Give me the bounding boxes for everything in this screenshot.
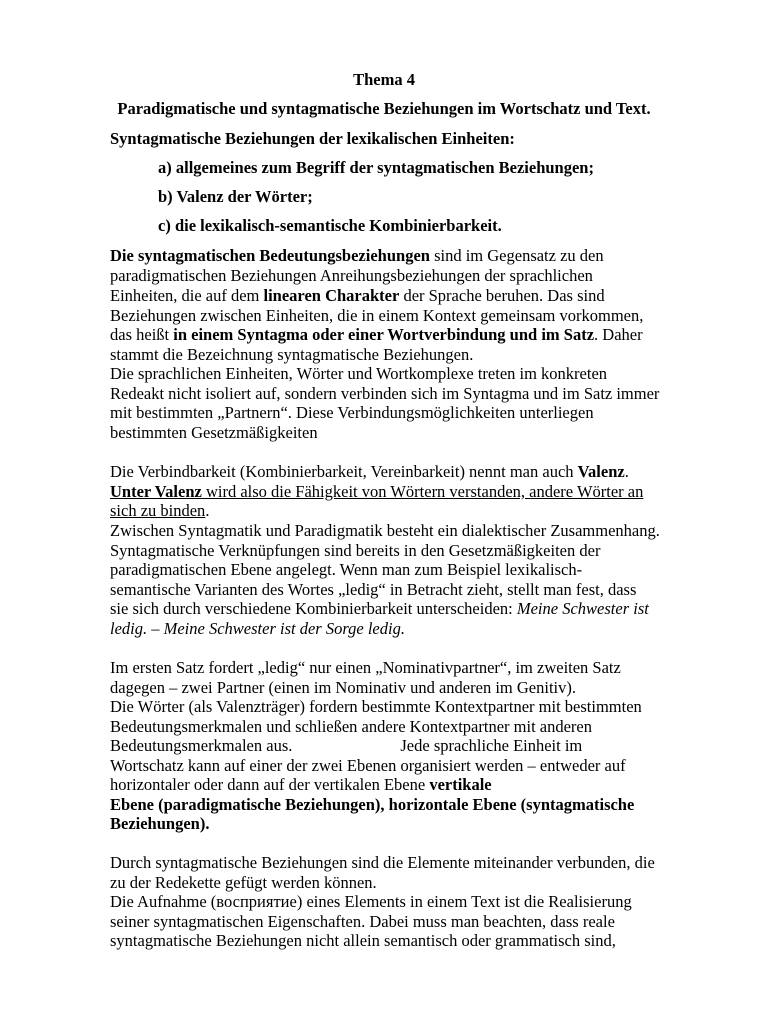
- paragraph-line: Bedeutungsmerkmalen aus. Jede sprachliche Einheit im: [110, 736, 583, 755]
- page-subtitle: Paradigmatische und syntagmatische Beziehungen im Wortschatz und Text.: [117, 99, 651, 118]
- paragraph-line: Unter Valenz wird also die Fähigkeit von Wörtern verstanden, andere Wörter an: [110, 482, 644, 501]
- paragraph-line: Ebene (paradigmatische Beziehungen), horizontale Ebene (syntagmatische: [110, 795, 635, 814]
- paragraph-line: Beziehungen zwischen Einheiten, die in einem Kontext gemeinsam vorkommen,: [110, 306, 644, 325]
- paragraph-line: paradigmatischen Ebene angelegt. Wenn man zum Beispiel lexikalisch-: [110, 560, 583, 579]
- page-title: Thema 4: [353, 70, 415, 89]
- paragraph-line: seiner syntagmatischen Eigenschaften. Dabei muss man beachten, dass reale: [110, 912, 615, 931]
- paragraph-line: dagegen – zwei Partner (einen im Nominativ und anderen im Genitiv).: [110, 678, 576, 697]
- paragraph-line: Die Verbindbarkeit (Kombinierbarkeit, Vereinbarkeit) nennt man auch Valenz.: [110, 462, 629, 481]
- list-item: b) Valenz der Wörter;: [158, 187, 313, 206]
- paragraph-line: zu der Redekette gefügt werden können.: [110, 873, 377, 892]
- paragraph-line: ledig. – Meine Schwester ist der Sorge ledig.: [110, 619, 405, 638]
- paragraph-line: sie sich durch verschiedene Kombinierbarkeit unterscheiden: Meine Schwester ist: [110, 599, 649, 618]
- paragraph-line: paradigmatischen Beziehungen Anreihungsbeziehungen der sprachlichen: [110, 266, 593, 285]
- paragraph-line: Im ersten Satz fordert „ledig“ nur einen „Nominativpartner“, im zweiten Satz: [110, 658, 621, 677]
- list-item: c) die lexikalisch-semantische Kombinierbarkeit.: [158, 216, 502, 235]
- paragraph-line: stammt die Bezeichnung syntagmatische Beziehungen.: [110, 345, 474, 364]
- paragraph-line: mit bestimmten „Partnern“. Diese Verbindungsmöglichkeiten unterliegen: [110, 403, 594, 422]
- paragraph-line: Zwischen Syntagmatik und Paradigmatik besteht ein dialektischer Zusammenhang.: [110, 521, 660, 540]
- paragraph-line: Einheiten, die auf dem linearen Charakter der Sprache beruhen. Das sind: [110, 286, 605, 305]
- paragraph-line: Die Aufnahme (восприятие) eines Elements in einem Text ist die Realisierung: [110, 892, 632, 911]
- paragraph-line: horizontaler oder dann auf der vertikalen Ebene vertikale: [110, 775, 492, 794]
- paragraph-line: Durch syntagmatische Beziehungen sind die Elemente miteinander verbunden, die: [110, 853, 655, 872]
- paragraph-line: Beziehungen).: [110, 814, 210, 833]
- paragraph-line: semantische Varianten des Wortes „ledig“ in Betracht zieht, stellt man fest, dass: [110, 580, 637, 599]
- section-heading: Syntagmatische Beziehungen der lexikalischen Einheiten:: [110, 129, 515, 148]
- paragraph-line: Die Wörter (als Valenzträger) fordern bestimmte Kontextpartner mit bestimmten: [110, 697, 642, 716]
- paragraph-line: Die sprachlichen Einheiten, Wörter und Wortkomplexe treten im konkreten: [110, 364, 608, 383]
- paragraph-line: Wortschatz kann auf einer der zwei Ebenen organisiert werden – entweder auf: [110, 756, 626, 775]
- list-item: a) allgemeines zum Begriff der syntagmatischen Beziehungen;: [158, 158, 594, 177]
- paragraph-line: Bedeutungsmerkmalen und schließen andere Kontextpartner mit anderen: [110, 717, 592, 736]
- paragraph-line: syntagmatische Beziehungen nicht allein semantisch oder grammatisch sind,: [110, 931, 616, 950]
- paragraph-line: Redeakt nicht isoliert auf, sondern verbinden sich im Syntagma und im Satz immer: [110, 384, 660, 403]
- paragraph-line: sich zu binden.: [110, 501, 210, 520]
- paragraph-line: bestimmten Gesetzmäßigkeiten: [110, 423, 318, 442]
- paragraph-line: das heißt in einem Syntagma oder einer Wortverbindung und im Satz. Daher: [110, 325, 643, 344]
- paragraph-line: Die syntagmatischen Bedeutungsbeziehungen sind im Gegensatz zu den: [110, 246, 604, 265]
- paragraph-line: Syntagmatische Verknüpfungen sind bereits in den Gesetzmäßigkeiten der: [110, 541, 601, 560]
